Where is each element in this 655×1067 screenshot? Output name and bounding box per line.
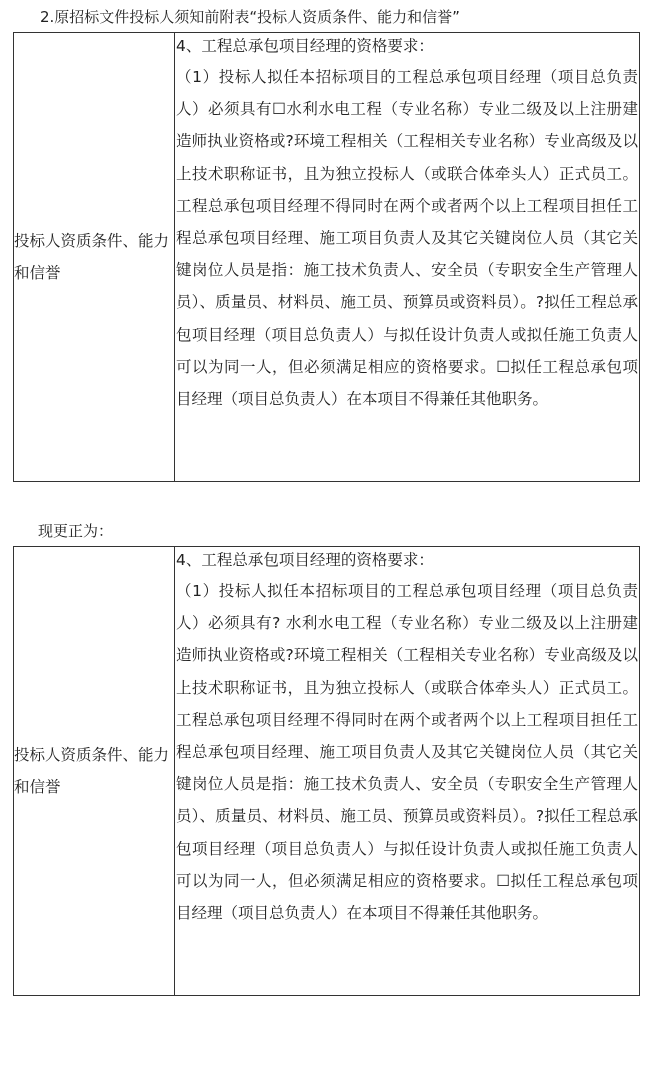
row-label: 投标人资质条件、能力和信誉: [14, 232, 170, 282]
original-requirements-table: [13, 32, 640, 482]
row-label-cell: [14, 33, 175, 482]
revised-section-heading: 现更正为：: [38, 522, 114, 540]
original-section-heading: 2.原招标文件投标人须知前附表“投标人资质条件、能力和信誉”: [40, 8, 460, 26]
item-title: 4、工程总承包项目经理的资格要求：: [176, 551, 434, 569]
row-label: 投标人资质条件、能力和信誉: [14, 746, 170, 796]
item-body: （1）投标人拟任本招标项目的工程总承包项目经理（项目总负责人）必须具有☐水利水电工程（专业名称）专业二级及以上注册建造师执业资格或?环境工程相关（工程相关专业名称）专业高级及以上技术职称证书，且为独立投标人（或联合体牵头人）正式员工。工程总承包项目经理不得同时在两个或者两个以上工程项目担任工程总承包项目经理、施工项目负责人及其它关键岗位人员（其它关键岗位人员是指：施工技术负责人、安全员（专职安全生产管理人员）、质量员、材料员、施工员、预算员或资料员）。?拟任工程总承包项目经理（项目总负责人）与拟任设计负责人或拟任施工负责人可以为同一人，但必须满足相应的资格要求。☐拟任工程总承包项目经理（项目总负责人）在本项目不得兼任其他职务。: [176, 68, 638, 409]
table-row: [14, 33, 640, 482]
table-row: [14, 547, 640, 996]
item-body: （1）投标人拟任本招标项目的工程总承包项目经理（项目总负责人）必须具有? 水利水电工程（专业名称）专业二级及以上注册建造师执业资格或?环境工程相关（工程相关专业名称）专业高级及以上技术职称证书，且为独立投标人（或联合体牵头人）正式员工。工程总承包项目经理不得同时在两个或者两个以上工程项目担任工程总承包项目经理、施工项目负责人及其它关键岗位人员（其它关键岗位人员是指：施工技术负责人、安全员（专职安全生产管理人员）、质量员、材料员、施工员、预算员或资料员）。?拟任工程总承包项目经理（项目总负责人）与拟任设计负责人或拟任施工负责人可以为同一人，但必须满足相应的资格要求。☐拟任工程总承包项目经理（项目总负责人）在本项目不得兼任其他职务。: [176, 582, 638, 923]
requirements-cell: [175, 33, 640, 482]
requirements-cell: [175, 547, 640, 996]
item-title: 4、工程总承包项目经理的资格要求：: [176, 37, 434, 55]
row-label-cell: [14, 547, 175, 996]
revised-requirements-table: [13, 546, 640, 996]
